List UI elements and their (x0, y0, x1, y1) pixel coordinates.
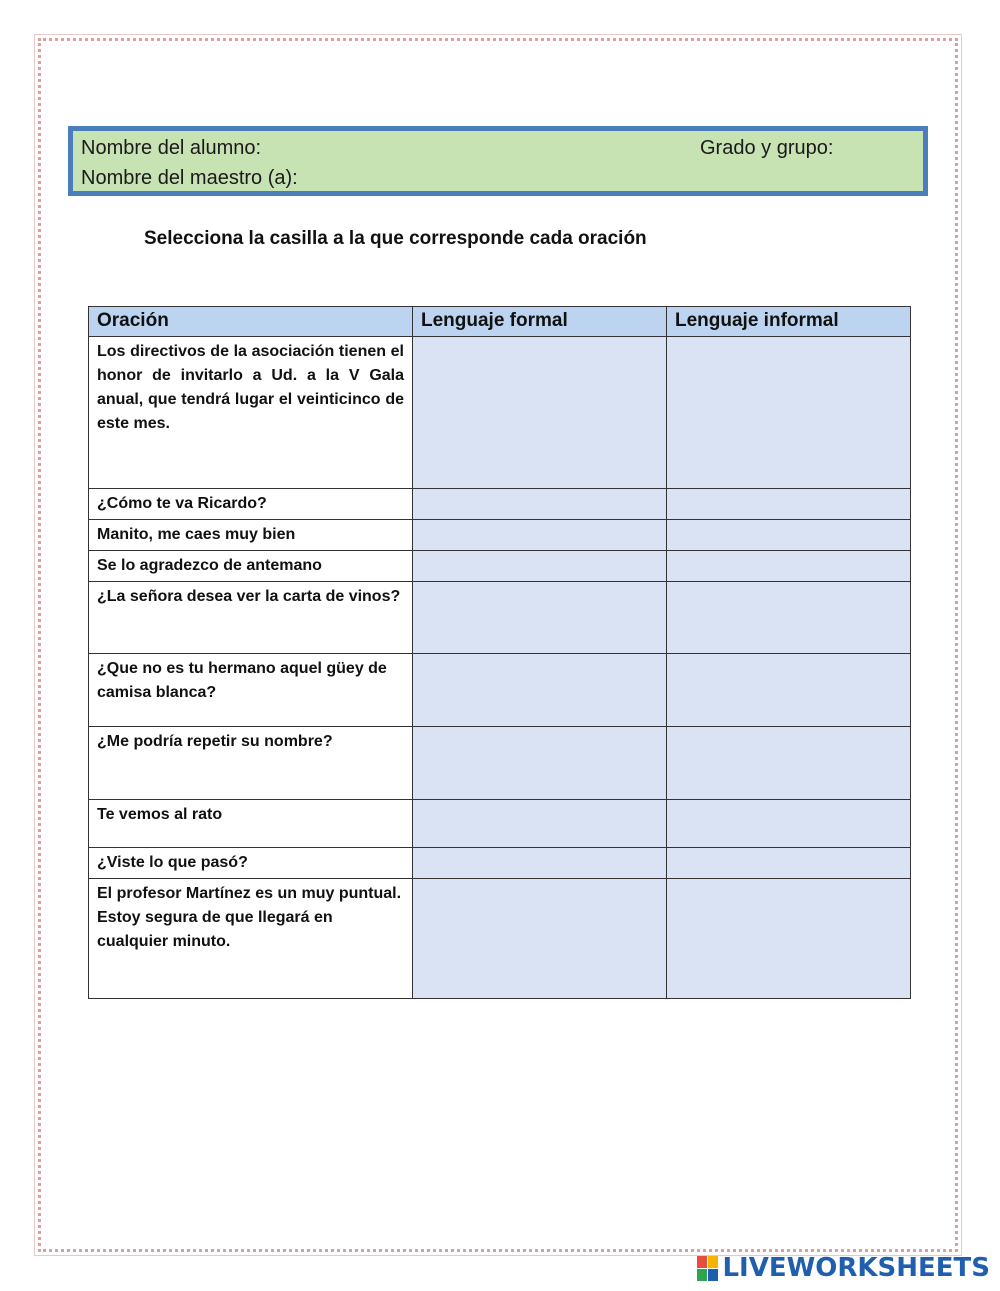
formal-answer-cell[interactable] (413, 800, 667, 848)
column-header-sentence: Oración (89, 307, 413, 337)
informal-answer-cell[interactable] (667, 337, 911, 489)
sentence-cell: ¿La señora desea ver la carta de vinos? (89, 582, 413, 654)
formal-answer-cell[interactable] (413, 551, 667, 582)
liveworksheets-logo-icon (697, 1256, 718, 1281)
table-row (89, 727, 911, 800)
table-row (89, 551, 911, 582)
formal-answer-cell[interactable] (413, 520, 667, 551)
table-row (89, 879, 911, 999)
informal-answer-cell[interactable] (667, 879, 911, 999)
formal-answer-cell[interactable] (413, 337, 667, 489)
table-row (89, 489, 911, 520)
informal-answer-cell[interactable] (667, 727, 911, 800)
table-row (89, 520, 911, 551)
sentence-cell: Te vemos al rato (89, 800, 413, 848)
informal-answer-cell[interactable] (667, 551, 911, 582)
formal-answer-cell[interactable] (413, 654, 667, 727)
formal-answer-cell[interactable] (413, 489, 667, 520)
column-header-informal: Lenguaje informal (667, 307, 911, 337)
sentence-cell: ¿Me podría repetir su nombre? (89, 727, 413, 800)
table-row (89, 848, 911, 879)
table-row (89, 800, 911, 848)
sentence-cell: Los directivos de la asociación tienen el honor de invitarlo a Ud. a la V Gala anual, que tendrá lugar el veinticinco de este mes. (89, 337, 413, 489)
teacher-name-label: Nombre del maestro (a): (81, 167, 298, 189)
table-row (89, 582, 911, 654)
formal-answer-cell[interactable] (413, 879, 667, 999)
informal-answer-cell[interactable] (667, 520, 911, 551)
student-name-label: Nombre del alumno: (81, 137, 262, 159)
sentence-cell: El profesor Martínez es un muy puntual. Estoy segura de que llegará en cualquier minuto. (89, 879, 413, 999)
liveworksheets-watermark (697, 1253, 990, 1283)
table-row (89, 654, 911, 727)
formal-answer-cell[interactable] (413, 727, 667, 800)
column-header-formal: Lenguaje formal (413, 307, 667, 337)
informal-answer-cell[interactable] (667, 848, 911, 879)
sentence-cell: ¿Viste lo que pasó? (89, 848, 413, 879)
sentence-cell: ¿Cómo te va Ricardo? (89, 489, 413, 520)
student-info-box (68, 126, 928, 196)
sentence-cell: ¿Que no es tu hermano aquel güey de camisa blanca? (89, 654, 413, 727)
informal-answer-cell[interactable] (667, 654, 911, 727)
informal-answer-cell[interactable] (667, 489, 911, 520)
formal-answer-cell[interactable] (413, 582, 667, 654)
classification-table (88, 306, 911, 999)
informal-answer-cell[interactable] (667, 800, 911, 848)
sentence-cell: Manito, me caes muy bien (89, 520, 413, 551)
table-header-row (89, 307, 911, 337)
watermark-text: LIVEWORKSHEETS (722, 1253, 990, 1283)
instructions-text: Selecciona la casilla a la que corresponde cada oración (144, 228, 647, 249)
informal-answer-cell[interactable] (667, 582, 911, 654)
grade-group-label: Grado y grupo: (700, 137, 834, 159)
formal-answer-cell[interactable] (413, 848, 667, 879)
sentence-cell: Se lo agradezco de antemano (89, 551, 413, 582)
table-row (89, 337, 911, 489)
